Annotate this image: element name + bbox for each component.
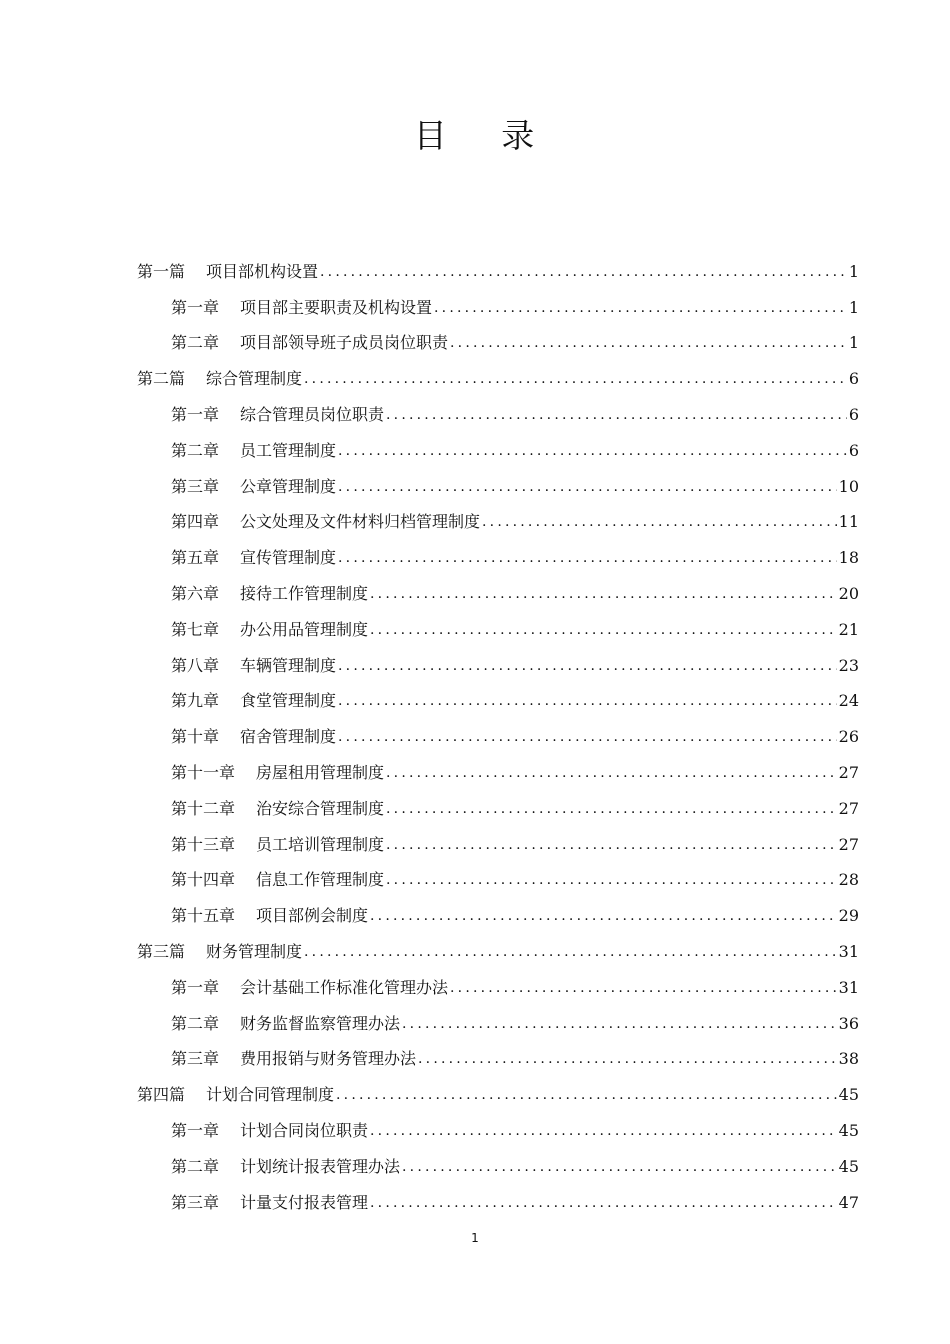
toc-entry-page: 1 (848, 261, 859, 281)
toc-dot-leader (418, 1049, 837, 1069)
toc-entry-title: 财务管理制度 (206, 941, 303, 961)
toc-dot-leader (450, 978, 837, 998)
page-title: 目 录 (413, 116, 537, 155)
toc-entry-title: 项目部主要职责及机构设置 (240, 297, 433, 317)
toc-entry-chapter[interactable] (137, 568, 859, 604)
toc-entry-number: 第一篇 (137, 261, 186, 281)
toc-entry-number: 第三篇 (137, 941, 186, 961)
toc-dot-leader (482, 512, 837, 532)
toc-entry-page: 29 (838, 906, 859, 926)
toc-entry-page: 27 (838, 762, 859, 782)
toc-entry-title: 项目部例会制度 (256, 906, 369, 926)
toc-entry-page: 27 (838, 798, 859, 818)
toc-dot-leader (386, 405, 847, 425)
toc-entry-chapter[interactable] (137, 282, 859, 318)
toc-dot-leader (370, 906, 837, 926)
toc-entry-page: 6 (848, 404, 859, 424)
toc-entry-number: 第三章 (171, 1192, 220, 1212)
toc-entry-page: 27 (838, 834, 859, 854)
toc-entry-title: 员工管理制度 (240, 440, 337, 460)
toc-dot-leader (402, 1014, 837, 1034)
toc-entry-number: 第一章 (171, 1120, 220, 1140)
toc-entry-page: 28 (838, 870, 859, 890)
toc-entry-title: 办公用品管理制度 (240, 619, 369, 639)
toc-entry-title: 计量支付报表管理 (240, 1192, 369, 1212)
toc-entry-title: 综合管理制度 (206, 369, 303, 389)
toc-dot-leader (370, 620, 837, 640)
toc-entry-page: 18 (838, 548, 859, 568)
toc-dot-leader (304, 942, 837, 962)
toc-entry-title: 会计基础工作标准化管理办法 (240, 977, 449, 997)
toc-dot-leader (386, 870, 837, 890)
toc-entry-title: 计划合同岗位职责 (240, 1120, 369, 1140)
toc-dot-leader (338, 477, 837, 497)
toc-entry-title: 食堂管理制度 (240, 691, 337, 711)
toc-entry-part[interactable] (137, 246, 859, 282)
toc-entry-title: 接待工作管理制度 (240, 583, 369, 603)
toc-entry-chapter[interactable] (137, 640, 859, 676)
toc-dot-leader (434, 298, 847, 318)
toc-entry-title: 员工培训管理制度 (256, 834, 385, 854)
toc-entry-number: 第三章 (171, 1049, 220, 1069)
toc-entry-title: 计划合同管理制度 (206, 1085, 335, 1105)
toc-entry-number: 第十三章 (171, 834, 236, 854)
toc-entry-page: 1 (848, 333, 859, 353)
toc-entry-chapter[interactable] (137, 1177, 859, 1213)
toc-dot-leader (338, 548, 837, 568)
toc-entry-chapter[interactable] (137, 1034, 859, 1070)
toc-entry-number: 第二章 (171, 440, 220, 460)
toc-entry-chapter[interactable] (137, 461, 859, 497)
toc-entry-number: 第二章 (171, 333, 220, 353)
toc-entry-chapter[interactable] (137, 497, 859, 533)
toc-entry-number: 第四篇 (137, 1085, 186, 1105)
toc-entry-chapter[interactable] (137, 425, 859, 461)
toc-entry-page: 31 (838, 941, 859, 961)
toc-entry-number: 第八章 (171, 655, 220, 675)
toc-entry-page: 1 (848, 297, 859, 317)
toc-dot-leader (386, 835, 837, 855)
toc-entry-number: 第二章 (171, 1013, 220, 1033)
toc-entry-title: 财务监督监察管理办法 (240, 1013, 401, 1033)
table-of-contents (137, 246, 859, 1213)
toc-entry-number: 第十五章 (171, 906, 236, 926)
toc-dot-leader (320, 262, 847, 282)
toc-entry-number: 第六章 (171, 583, 220, 603)
toc-entry-part[interactable] (137, 353, 859, 389)
toc-entry-number: 第四章 (171, 512, 220, 532)
toc-entry-chapter[interactable] (137, 1141, 859, 1177)
toc-entry-number: 第十一章 (171, 762, 236, 782)
toc-entry-page: 36 (838, 1013, 859, 1033)
toc-entry-title: 综合管理员岗位职责 (240, 404, 385, 424)
toc-entry-chapter[interactable] (137, 819, 859, 855)
toc-entry-page: 23 (838, 655, 859, 675)
toc-entry-number: 第十章 (171, 727, 220, 747)
toc-dot-leader (386, 799, 837, 819)
toc-dot-leader (450, 333, 847, 353)
toc-entry-chapter[interactable] (137, 998, 859, 1034)
toc-entry-number: 第十四章 (171, 870, 236, 890)
toc-entry-chapter[interactable] (137, 318, 859, 354)
toc-entry-title: 公章管理制度 (240, 476, 337, 496)
toc-entry-page: 10 (838, 476, 859, 496)
toc-entry-title: 治安综合管理制度 (256, 798, 385, 818)
toc-entry-number: 第七章 (171, 619, 220, 639)
toc-entry-number: 第一章 (171, 297, 220, 317)
toc-entry-page: 20 (838, 583, 859, 603)
toc-entry-page: 31 (838, 977, 859, 997)
toc-entry-number: 第一章 (171, 404, 220, 424)
toc-dot-leader (338, 656, 837, 676)
toc-entry-title: 宿舍管理制度 (240, 727, 337, 747)
toc-dot-leader (370, 1121, 837, 1141)
toc-entry-number: 第一章 (171, 977, 220, 997)
toc-entry-chapter[interactable] (137, 747, 859, 783)
toc-entry-title: 项目部领导班子成员岗位职责 (240, 333, 449, 353)
toc-entry-chapter[interactable] (137, 890, 859, 926)
toc-dot-leader (386, 763, 837, 783)
toc-entry-page: 24 (838, 691, 859, 711)
toc-dot-leader (304, 369, 847, 389)
toc-entry-title: 信息工作管理制度 (256, 870, 385, 890)
toc-entry-chapter[interactable] (137, 855, 859, 891)
toc-entry-chapter[interactable] (137, 783, 859, 819)
toc-entry-part[interactable] (137, 926, 859, 962)
toc-entry-number: 第二章 (171, 1156, 220, 1176)
toc-entry-title: 公文处理及文件材料归档管理制度 (240, 512, 481, 532)
page-number-footer: 1 (471, 1231, 479, 1245)
toc-dot-leader (338, 441, 847, 461)
toc-entry-part[interactable] (137, 1069, 859, 1105)
toc-entry-title: 宣传管理制度 (240, 548, 337, 568)
toc-entry-page: 21 (838, 619, 859, 639)
toc-entry-number: 第三章 (171, 476, 220, 496)
toc-entry-page: 45 (838, 1156, 859, 1176)
toc-entry-page: 38 (838, 1049, 859, 1069)
toc-entry-chapter[interactable] (137, 676, 859, 712)
toc-entry-chapter[interactable] (137, 1105, 859, 1141)
toc-entry-chapter[interactable] (137, 532, 859, 568)
toc-entry-chapter[interactable] (137, 604, 859, 640)
toc-entry-page: 26 (838, 727, 859, 747)
toc-dot-leader (402, 1157, 837, 1177)
toc-entry-page: 11 (838, 512, 859, 532)
toc-entry-page: 47 (838, 1192, 859, 1212)
toc-entry-title: 计划统计报表管理办法 (240, 1156, 401, 1176)
toc-entry-page: 6 (848, 440, 859, 460)
toc-entry-number: 第九章 (171, 691, 220, 711)
toc-entry-number: 第五章 (171, 548, 220, 568)
toc-entry-chapter[interactable] (137, 962, 859, 998)
toc-entry-title: 项目部机构设置 (206, 261, 319, 281)
toc-entry-page: 45 (838, 1085, 859, 1105)
toc-dot-leader (370, 584, 837, 604)
toc-entry-title: 费用报销与财务管理办法 (240, 1049, 417, 1069)
toc-entry-chapter[interactable] (137, 711, 859, 747)
toc-entry-title: 车辆管理制度 (240, 655, 337, 675)
toc-dot-leader (336, 1085, 837, 1105)
toc-entry-number: 第十二章 (171, 798, 236, 818)
toc-dot-leader (338, 691, 837, 711)
toc-entry-number: 第二篇 (137, 369, 186, 389)
toc-dot-leader (338, 727, 837, 747)
toc-entry-page: 6 (848, 369, 859, 389)
toc-dot-leader (370, 1193, 837, 1213)
toc-entry-chapter[interactable] (137, 389, 859, 425)
toc-entry-page: 45 (838, 1120, 859, 1140)
toc-entry-title: 房屋租用管理制度 (256, 762, 385, 782)
